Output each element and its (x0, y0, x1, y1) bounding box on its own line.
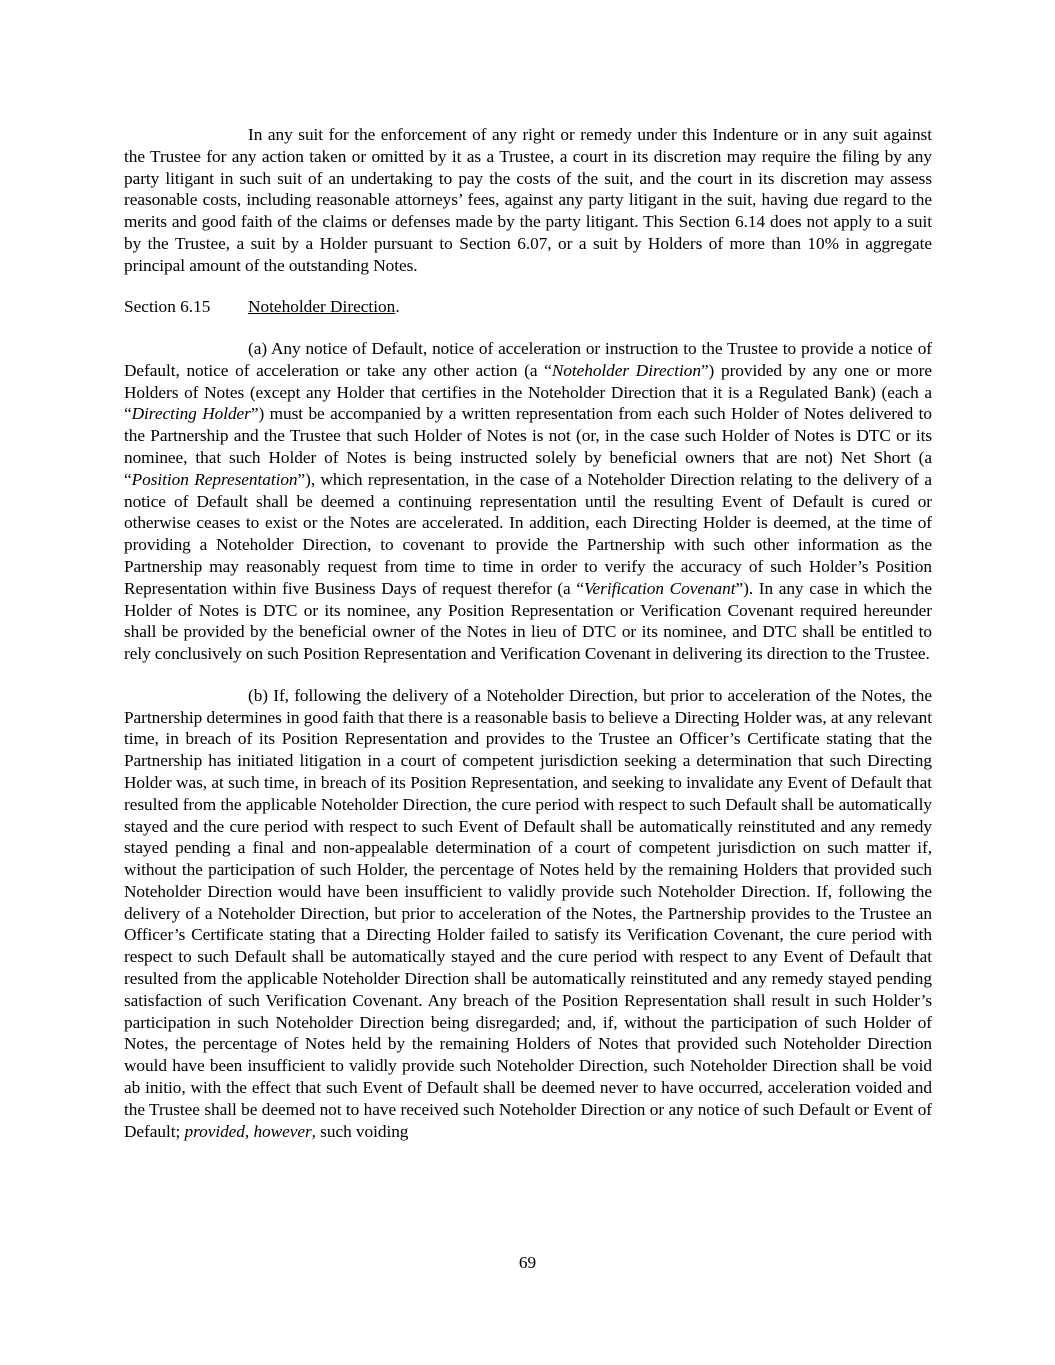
paragraph-a-text-3: ”) must be accompanied by a written representation from each such Holder of Notes delivered to the Partnership and the Trustee that such Holder of Notes is not (or, in the case such Holder of Notes is DTC or its nominee, that such Holder of Notes is being instructed solely by beneficial owners that are not) Net Short (a “ (124, 404, 932, 489)
paragraph-a-text-4: ”), which representation, in the case of a Noteholder Direction relating to the delivery of a notice of Default shall be deemed a continuing representation until the resulting Event of Default is cured or otherwise ceases to exist or the Notes are accelerated. In addition, each Directing Holder is deemed, at the time of providing a Noteholder Direction, to covenant to provide the Partnership with such other information as the Partnership may reasonably request from time to time in order to verify the accuracy of such Holder’s Position Representation within five Business Days of request therefor (a “ (124, 469, 933, 598)
defined-term-directing-holder: Directing Holder (131, 404, 251, 424)
paragraph-a-text-1: (a) Any notice of Default, notice of acceleration or instruction to the Trustee to provide a notice of Default, notice of acceleration or take any other action (a “ (124, 338, 932, 380)
term-provided: provided (184, 1121, 245, 1141)
paragraph-a-text-5: ”). In any case in which the Holder of Notes is DTC or its nominee, any Position Representation or Verification Covenant required hereunder shall be provided by the beneficial owner of the Notes in lieu of DTC or its nominee, and DTC shall be entitled to rely conclusively on such Position Representation and Verification Covenant in delivering its direction to the Trustee. (124, 578, 933, 664)
paragraph-b-text-1: (b) If, following the delivery of a Noteholder Direction, but prior to acceleration of the Notes, the Partnership determines in good faith that there is a reasonable basis to believe a Directing Holder was, at any relevant time, in breach of its Position Representation and provides to the Trustee an Officer’s Certificate stating that the Partnership has initiated litigation in a court of competent jurisdiction seeking a determination that such Directing Holder was, at such time, in breach of its Position Representation, and seeking to invalidate any Event of Default that resulted from the applicable Noteholder Direction, the cure period with respect to such Default shall be automatically stayed and the cure period with respect to such Event of Default shall be automatically reinstituted and any remedy stayed pending a final and non-appealable determination of a court of competent jurisdiction on such matter if, without the participation of such Holder, the percentage of Notes held by the remaining Holders that provided such Noteholder Direction would have been insufficient to validly provide such Noteholder Direction. If, following the delivery of a Noteholder Direction, but prior to acceleration of the Notes, the Partnership provides to the Trustee an Officer’s Certificate stating that a Directing Holder failed to satisfy its Verification Covenant, the cure period with respect to such Default shall be automatically stayed and the cure period with respect to any Event of Default that resulted from the applicable Noteholder Direction shall be automatically reinstituted and any remedy stayed pending satisfaction of such Verification Covenant. Any breach of the Position Representation shall result in such Holder’s participation in such Noteholder Direction being disregarded; and, if, without the participation of such Holder of Notes, the percentage of Notes held by the remaining Holders of Notes that provided such Noteholder Direction would have been insufficient to validly provide such Noteholder Direction, such Noteholder Direction shall be void ab initio, with the effect that such Event of Default shall be deemed never to have occurred, acceleration voided and the Trustee shall be deemed not to have received such Noteholder Direction or any notice of such Default or Event of Default; (124, 685, 932, 1141)
section-title-period: . (395, 297, 400, 317)
defined-term-noteholder-direction: Noteholder Direction (551, 360, 701, 380)
paragraph-b-separator: , (244, 1121, 254, 1141)
section-title: Noteholder Direction (248, 297, 396, 317)
section-number: Section 6.15 (124, 297, 211, 317)
defined-term-verification-covenant: Verification Covenant (583, 578, 736, 598)
term-however: however (253, 1121, 312, 1141)
page-number: 69 (518, 1253, 537, 1272)
paragraph-b-text-2: , such voiding (311, 1121, 409, 1141)
paragraph-b (124, 685, 932, 1143)
paragraph-section-6-14: In any suit for the enforcement of any right or remedy under this Indenture or in any suit against the Trustee for any action taken or omitted by it as a Trustee, a court in its discretion may require the filing by any party litigant in such suit of an undertaking to pay the costs of the suit, and the court in its discretion may assess reasonable costs, including reasonable attorneys’ fees, against any party litigant in the suit, having due regard to the merits and good faith of the claims or defenses made by the party litigant. This Section 6.14 does not apply to a suit by the Trustee, a suit by a Holder pursuant to Section 6.07, or a suit by Holders of more than 10% in aggregate principal amount of the outstanding Notes. (124, 125, 932, 275)
paragraph-a-text-2: ”) provided by any one or more Holders of Notes (except any Holder that certifies in the Noteholder Direction that it is a Regulated Bank) (each a “ (124, 360, 932, 424)
section-heading-6-15 (124, 296, 932, 318)
paragraph-a (124, 338, 932, 665)
document-page (124, 124, 932, 1142)
defined-term-position-representation: Position Representation (131, 469, 298, 489)
